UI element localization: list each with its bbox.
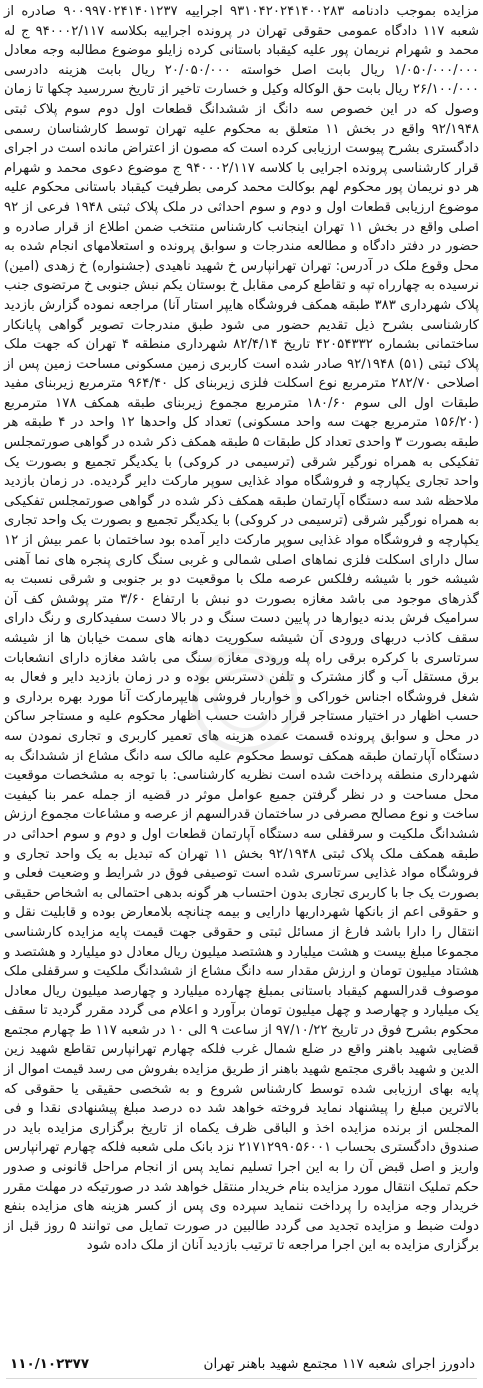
signature-line: دادورز اجرای شعبه ۱۱۷ مجتمع شهید باهنر تهران <box>203 1356 475 1372</box>
notice-footer <box>10 1354 475 1374</box>
notice-text: مزایده بموجب دادنامه ۹۳۱۰۴۲۰۲۴۱۴۰۰۲۸۳ اجراییه ۹۰۰۹۹۷۰۲۴۱۴۰۱۲۳۷ صادره از شعبه ۱۱۷ دادگاه عمومی حقوقی تهران در پرونده اجراییه بکلاسه ۹۴۰۰۰۲/۱۱۷ ج له محمد و شهرام نریمان پور علیه کیقباد باستانی کرده زایلو موضوع مطالبه وجه معادل ۱/۰۵۰/۰۰۰/۰۰۰ ریال بابت اصل خواسته ۲۰/۰۵۰/۰۰۰ ریال بابت هزینه دادرسی ۲۶/۱۰۰/۰۰۰ ریال بابت حق الوکاله وکیل و خسارت تاخیر از تاریخ سررسید چکها تا زمان وصول که در این خصوص سه دانگ از ششدانگ قطعات اول دوم سوم پلاک ثبتی ۹۲/۱۹۴۸ واقع در بخش ۱۱ متعلق به محکوم علیه تهران توسط کارشناسان رسمی دادگستری بشرح پیوست ارزیابی کرده است که مصون از اعتراض مانده است در اجرای قرار کارشناسی پرونده اجرایی با کلاسه ۹۴۰۰۰۲/۱۱۷ ج موضوع دعوی محمد و شهرام هر دو نریمان پور محکوم لهم بوکالت محمد کرمی بطرفیت کیقباد باستانی محکوم علیه موضوع ارزیابی قطعات اول و دوم و سوم احداثی در ملک پلاک ثبتی ۱۹۴۸ فرعی از ۹۲ اصلی واقع در بخش ۱۱ تهران اینجانب کارشناس منتخب ضمن اطلاع از قرار صادره و حضور در دفتر دادگاه و مطالعه مندرجات و سوابق پرونده و استعلامهای انجام شده به محل وقوع ملک در آدرس: تهران تهرانپارس خ شهید ناهیدی (جشنواره) خ زهدی (امین) نرسیده به چهارراه تپه و تقاطع کرمی مقابل خ بوستان یکم نبش جنوبی خ مرتضوی جنب پلاک شهرداری ۳۸۳ طبقه همکف فروشگاه هایپر استار آنا) مراجعه نموده گزارش بازدید کارشناسی بشرح ذیل تقدیم حضور می شود طبق مندرجات تصویر گواهی پایانکار ساختمانی بشماره ۴۲۰۵۴۳۳۲ تاریخ ۸۲/۴/۱۴ شهرداری منطقه ۴ تهران که جهت ملک پلاک ثبتی (۵۱) ۹۲/۱۹۴۸ صادر شده است کاربری زمین مسکونی مساحت زمین پس از اصلاحی ۲۸۲/۷۰ مترمربع نوع اسکلت فلزی زیربنای کل ۹۶۴/۴۰ مترمربع زیربنای مفید طبقات اول الی سوم ۱۸۰/۶۰ مترمربع مجموع زیربنای طبقه همکف ۱۷۸ مترمربع (۱۵۶/۲۰ مترمربع جهت سه واحد مسکونی) تعداد کل واحدها ۱۲ واحد در ۴ طبقه هر طبقه بصورت ۳ واحدی تعداد کل طبقات ۵ طبقه همکف ذکر شده در گواهی صورتمجلس تفکیکی به همراه نورگیر شرقی (ترسیمی در کروکی) با یکدیگر تجمیع و بصورت یک واحد تجاری یکپارچه و فروشگاه مواد غذایی سوپر مارکت دایر گردیده. در زمان بازدید ملاحظه شد سه دستگاه آپارتمان طبقه همکف ذکر شده در گواهی صورتمجلس تفکیکی به همراه نورگیر شرقی (ترسیمی در کروکی) با یکدیگر تجمیع و بصورت یک واحد تجاری یکپارچه و فروشگاه مواد غذایی سوپر مارکت دایر آمده بود ساختمان با عمر بیش از ۱۲ سال دارای اسکلت فلزی نماهای اصلی شمالی و غربی سنگ کاری پنجره های نما آهنی شیشه خور با شیشه رفلکس عرصه ملک با موقعیت دو بر جنوبی و شرقی نسبت به گذرهای موجود می باشد مغازه بصورت دو نبش با ارتفاع ۳/۶۰ متر پوشش کف آن سرامیک فرش بدنه دیوارها در پایین دست سنگ و در بالا دست سفیدکاری و رنگ دارای سقف کاذب دربهای ورودی آن شیشه سکوریت دهانه های سمت خیابان ها از شیشه سرتاسری با کرکره برقی راه پله ورودی مغازه سنگ می باشد مغازه دارای انشعابات برق مستقل آب و گاز مشترک و تلفن دستربس بوده و در زمان بازدید دایر و فعال به شغل فروشگاه اجناس خوراکی و خواربار فروشی هایپرمارکت آنا مورد بهره برداری و حسب اظهار در اختیار مستاجر قرار داشت حسب اظهار محکوم علیه و مستاجر ساکن در محل و سوابق پرونده قسمت عمده هزینه های تعمیر کاربری و تجاری نمودن سه دستگاه آپارتمان طبقه همکف توسط محکوم علیه مالک سه دانگ مشاع از ششدانگ به شهرداری منطقه پرداخت شده است نظریه کارشناسی: با توجه به مشخصات موقعیت محل مساحت و در نظر گرفتن جمیع عوامل موثر در قضیه از جمله عمر بنا کیفیت ساخت و نوع مصالح مصرفی در ساختمان قدرالسهم از عرصه و مشاعات مجموع ارزش ششدانگ ملکیت و سرقفلی سه دستگاه آپارتمان قطعات اول و دوم و سوم احداثی در طبقه همکف ملک پلاک ثبتی ۹۲/۱۹۴۸ بخش ۱۱ تهران که تبدیل به یک واحد تجاری و فروشگاه مواد غذایی سرتاسری شده است توصیفی فوق در شرایط و وضعیت فعلی و بصورت یک جا با کاربری تجاری بدون احتساب هر گونه بدهی احتمالی به اشخاص حقیقی و حقوقی اعم از بانکها شهرداریها دارایی و بیمه چنانچه بلامعارض بوده و قابلیت نقل و انتقال را دارا باشد فارغ از مسائل ثبتی و حقوقی جهت قیمت پایه مزایده کارشناسی مجموعا مبلغ بیست و هشت میلیارد و هشتصد میلیون ریال معادل دو میلیارد و هشتصد و هشتاد میلیون تومان و ارزش مقدار سه دانگ مشاع از ششدانگ ملکیت و سرقفلی ملک موصوف قدرالسهم کیقباد باستانی بمبلغ چهارده میلیارد و چهارصد میلیون ریال معادل یک میلیارد و چهارصد و چهل میلیون تومان برآورد و اعلام می گردد مقرر گردید تا سقف محکوم بشرح فوق در تاریخ ۹۷/۱۰/۲۲ از ساعت ۹ الی ۱۰ در شعبه ۱۱۷ ط چهارم مجتمع قضایی شهید باهنر واقع در ضلع شمال غرب فلکه چهارم تهرانپارس تقاطع شهید زین الدین و شهید باقری مجتمع شهید باهنر از طریق مزایده بفروش می رسد قیمت اموال از پایه بهای ارزیابی شده توسط کارشناس شروع و به شخصی حقیقی یا حقوقی که بالاترین مبلغ را پیشنهاد نماید فروخته خواهد شد ده درصد مبلغ پیشنهادی نقدا و فی المجلس از برنده مزایده اخذ و الباقی ظرف یکماه از تاریخ برگزاری مزایده باید در صندوق دادگستری بحساب ۲۱۷۱۲۹۹۰۵۶۰۰۱ نزد بانک ملی شعبه فلکه چهارم تهرانپارس واریز و اصل قبض آن را به این اجرا تسلیم نماید پس از انجام مراحل قانونی و صدور حکم تملیک انتقال مورد مزایده بنام خریدار منتقل خواهد شد در صورتیکه در مهلت مقرر خریدار وجه مزایده را پرداخت ننماید سپرده وی پس از کسر هزینه های مزایده بنفع دولت ضبط و مزایده تجدید می گردد طالبین در صورت تمایل می توانند ۵ روز قبل از برگزاری مزایده به این اجرا مراجعه تا ترتیب بازدید آنان از ملک داده شود <box>4 4 479 1254</box>
bottom-divider <box>6 1378 477 1379</box>
auction-notice-body <box>4 2 479 1372</box>
notice-reference-number: ۱۱۰/۱۰۲۳۷۷ <box>10 1356 90 1372</box>
